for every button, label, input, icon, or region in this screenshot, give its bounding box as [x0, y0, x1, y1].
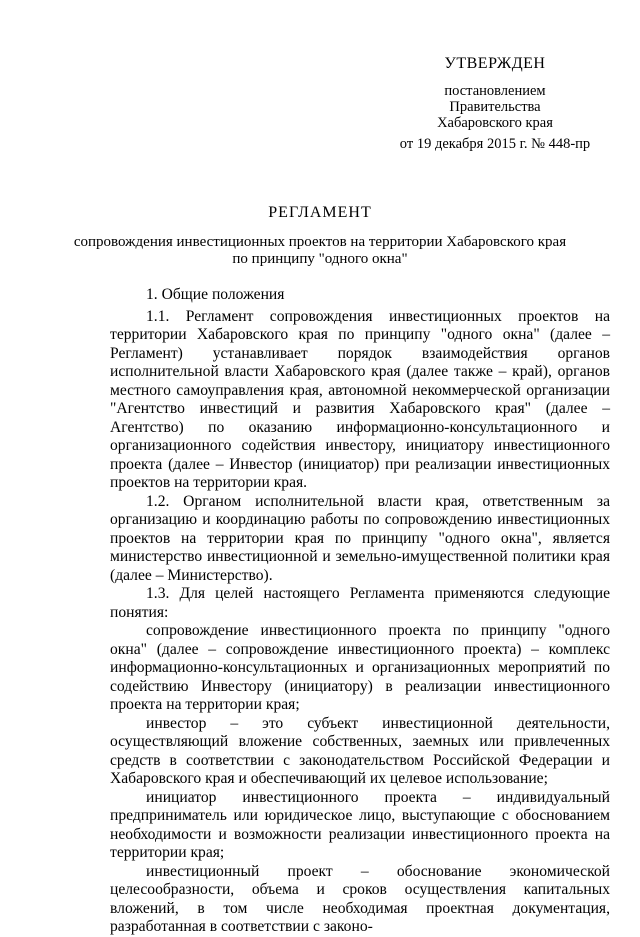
paragraph: сопровождение инвестиционного проекта по принципу "одного окна" (далее – сопровождение инвестиционного проекта) – комплекс информационно-консультационных и организационных мероприятий по содействию Инвестору (инициатору) в реализации инвестиционного проекта на территории края;: [110, 622, 610, 713]
approval-stamp: [380, 56, 610, 152]
paragraph: инициатор инвестиционного проекта – индивидуальный предприниматель или юридическое лицо, выступающие с обоснованием необходимости и возможности реализации инвестиционного проекта на территории края;: [110, 788, 610, 861]
paragraph: 1.3. Для целей настоящего Регламента применяются следующие понятия:: [110, 585, 610, 621]
document-subtitle-line: сопровождения инвестиционных проектов на территории Хабаровского края: [73, 234, 567, 250]
approval-heading: УТВЕРЖДЕН: [444, 55, 546, 72]
section-heading: 1. Общие положения: [146, 286, 285, 303]
paragraph: инвестор – это субъект инвестиционной деятельности, осуществляющий вложение собственных, заемных или привлеченных средств в соответствии с законодательством Российской Федерации и Хабаровского края и обеспечивающий их целевое использование;: [110, 714, 610, 787]
paragraph: 1.2. Органом исполнительной власти края, ответственным за организацию и координацию работы по сопровождению инвестиционных проектов на территории края по принципу "одного окна", является министерство инвестиционной и земельно-имущественной политики края (далее – Министерство).: [110, 492, 610, 584]
approval-line: постановлением: [444, 83, 546, 99]
paragraph: инвестиционный проект – обоснование экономической целесообразности, объема и сроков осуществления капитальных вложений, в том числе необходимая проектная документация, разработанная в соответствии с законо-: [110, 862, 610, 935]
paragraph: 1.1. Регламент сопровождения инвестиционных проектов на территории Хабаровского края по принципу "одного окна" (далее – Регламент) устанавливает порядок взаимодействия органов исполнительной власти Хабаровского края (далее также – край), органов местного самоуправления края, автономной некоммерческой организации "Агентство инвестиций и развития Хабаровского края" (далее – Агентство) по оказанию информационно-консультационного и организационного содействия инвестору, инициатору инвестиционного проекта (далее – Инвестор (инициатор) при реализации инвестиционных проектов на территории края.: [110, 307, 610, 491]
approval-line: Хабаровского края: [437, 115, 553, 131]
approval-line: Правительства: [449, 99, 541, 115]
approval-basis: от 19 декабря 2015 г. № 448-пр: [399, 136, 591, 152]
document-title-block: [0, 204, 640, 268]
document-subtitle-line: по принципу "одного окна": [232, 251, 408, 267]
document-body: [110, 286, 610, 937]
document-title: РЕГЛАМЕНТ: [268, 204, 372, 221]
